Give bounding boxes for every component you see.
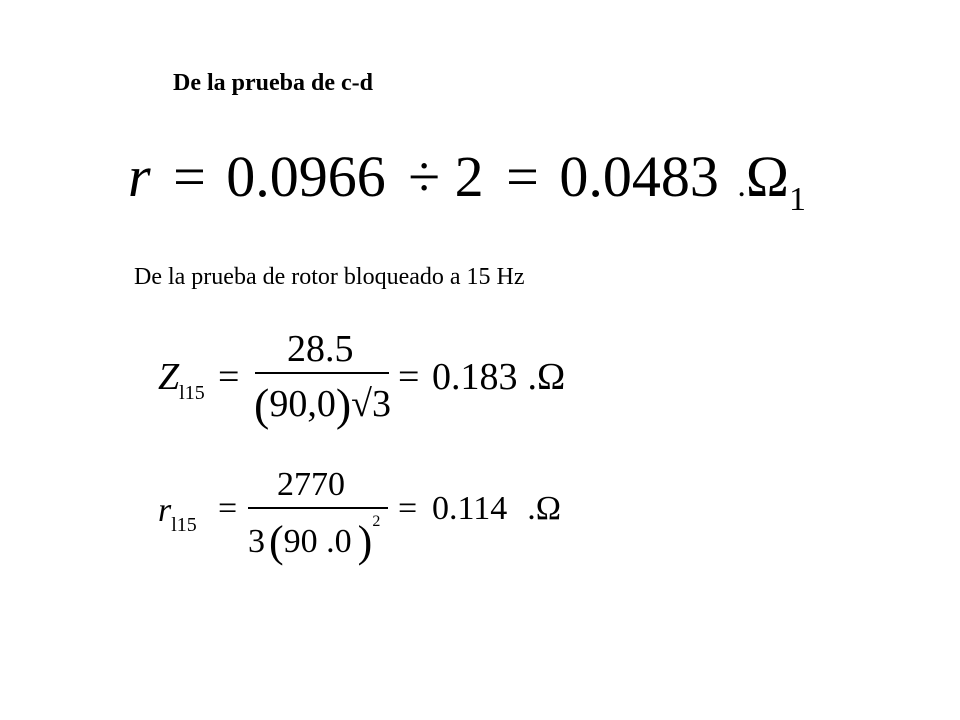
eq-z-lhs: Z xyxy=(158,356,180,398)
eq-z-result xyxy=(432,358,565,396)
eq-r-equals-1: = xyxy=(173,144,206,209)
eq-z-den-sqrt: √3 xyxy=(351,383,392,425)
eq-z-fraction-bar xyxy=(255,372,389,374)
eq-rl-numerator: 2770 xyxy=(277,466,345,503)
heading-dc-test: De la prueba de c-d xyxy=(173,70,373,96)
eq-rl-lhs: r xyxy=(158,492,172,529)
eq-r-value-2: 2 xyxy=(454,144,484,209)
heading-blocked-rotor: De la prueba de rotor bloqueado a 15 Hz xyxy=(134,264,525,290)
eq-z-numerator: 28.5 xyxy=(287,328,354,370)
eq-z-equals-1: = xyxy=(218,356,240,398)
eq-rl-result xyxy=(432,492,561,526)
eq-rl-denominator xyxy=(248,514,380,564)
eq-z-result-value: 0.183 xyxy=(432,356,518,398)
eq-z-unit: .Ω xyxy=(527,356,566,398)
eq-rl-result-value: 0.114 xyxy=(432,490,508,527)
eq-r-result: 0.0483 xyxy=(559,144,719,209)
eq-rl-fraction-bar xyxy=(248,507,388,509)
eq-rl-lhs-group xyxy=(158,494,197,535)
eq-rl-den-coef: 3 xyxy=(248,523,265,560)
eq-r-unit-sub: 1 xyxy=(788,181,806,218)
eq-rl-equals-2: = xyxy=(398,490,418,527)
eq-rl-den-open: ( xyxy=(269,517,284,566)
eq-rl-equals-1: = xyxy=(218,490,238,527)
eq-z-den-close: ) xyxy=(335,379,352,430)
eq-rl-den-inner: 90 .0 xyxy=(283,523,352,560)
eq-r-value-1: 0.0966 xyxy=(226,144,386,209)
eq-r-divide-op: ÷ xyxy=(408,144,441,209)
eq-z-lhs-sub: l15 xyxy=(179,382,205,404)
eq-r-dot: . xyxy=(737,167,746,204)
eq-z-den-open: ( xyxy=(254,379,270,430)
eq-rl-lhs-sub: l15 xyxy=(171,514,197,536)
eq-rl-unit: .Ω xyxy=(527,490,562,527)
eq-rl-den-exp: 2 xyxy=(372,513,381,530)
eq-r-lhs: r xyxy=(128,144,151,209)
equation-r xyxy=(128,144,806,218)
eq-z-lhs-group xyxy=(158,358,205,403)
eq-rl-den-close: ) xyxy=(357,517,373,566)
eq-r-unit: Ω xyxy=(745,144,789,209)
eq-z-denominator xyxy=(254,379,392,430)
eq-z-den-inner: 90,0 xyxy=(269,383,336,425)
eq-r-equals-2: = xyxy=(506,144,539,209)
eq-z-equals-2: = xyxy=(398,356,420,398)
